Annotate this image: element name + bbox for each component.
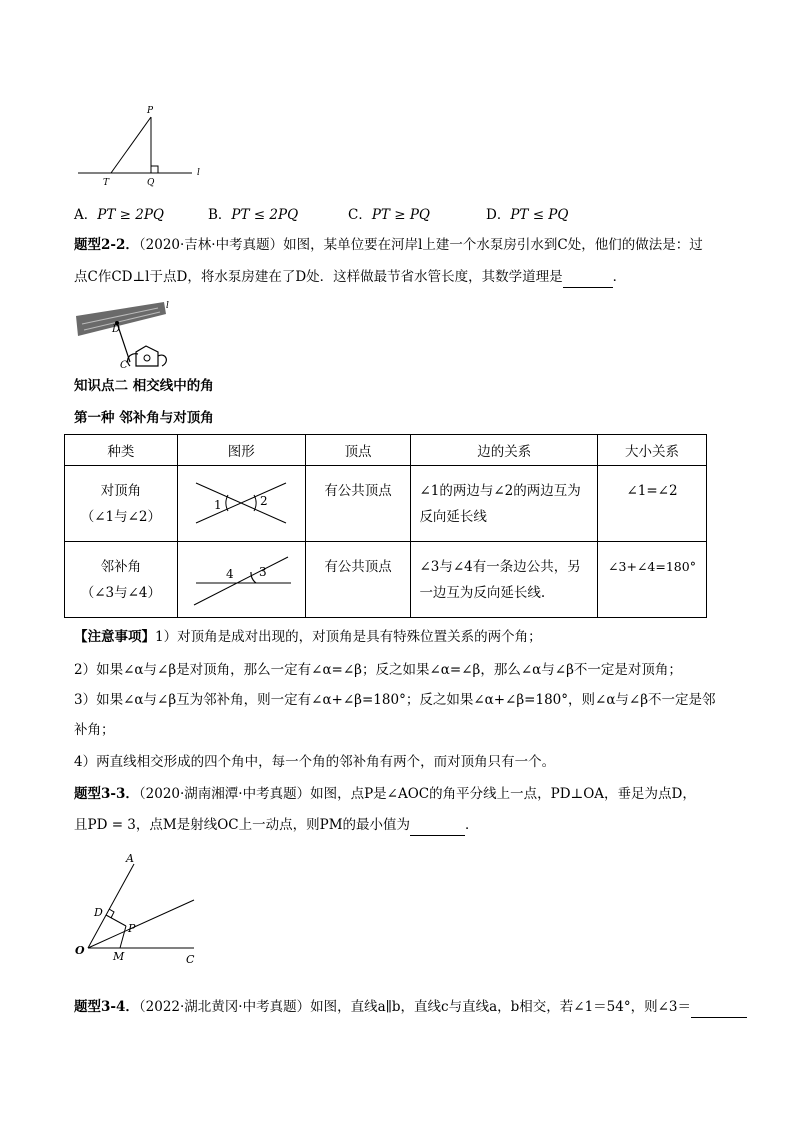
- bisector-op: [88, 900, 194, 948]
- table-header-row: [65, 435, 707, 466]
- cell-edges: ∠3与∠4有一条边公共，另一边互为反向延长线.: [411, 542, 598, 618]
- label-p3: P: [128, 922, 136, 935]
- label-q: Q: [147, 178, 155, 188]
- section2-subtitle: 第一种 邻补角与对顶角: [74, 410, 214, 426]
- header-vertex: 顶点: [305, 435, 411, 466]
- note-3a: 3）如果∠α与∠β互为邻补角，则一定有∠α+∠β=180°；反之如果∠α+∠β=180°，则∠α与∠β不一定是邻: [74, 692, 716, 708]
- q22-answer-blank[interactable]: [563, 273, 613, 288]
- label-l2: l: [166, 301, 169, 311]
- label-p: P: [147, 106, 154, 116]
- right-angle-mark: [151, 166, 158, 173]
- cell-kind: 对顶角 （∠1与∠2）: [65, 466, 178, 542]
- angle-label-3: 3: [259, 565, 267, 579]
- header-figure: 图形: [177, 435, 305, 466]
- answer-options: [74, 203, 724, 225]
- label-l: l: [197, 168, 200, 178]
- angle-label-4: 4: [226, 567, 234, 581]
- angle-types-table: [64, 434, 707, 618]
- q34-answer-blank[interactable]: [691, 1003, 747, 1018]
- label-c: C: [120, 360, 128, 371]
- figure-adjacent-angles: [186, 547, 296, 613]
- table-row: [65, 466, 707, 542]
- note-3b: 补角；: [74, 722, 115, 738]
- figure-river-pump: [74, 296, 174, 374]
- figure-triangle-ptq: [74, 100, 214, 192]
- cell-size: ∠1=∠2: [598, 466, 707, 542]
- cell-edges: ∠1的两边与∠2的两边互为反向延长线: [411, 466, 598, 542]
- q22-line2: 点C作CD⊥l于点D，将水泵房建在了D处．这样做最节省水管长度，其数学道理是 ．: [74, 266, 724, 288]
- cell-size: ∠3+∠4=180°: [598, 542, 707, 618]
- cell-vertex: 有公共顶点: [305, 542, 411, 618]
- label-d3: D: [94, 906, 103, 919]
- segment-pt: [111, 117, 151, 173]
- riverbank-band: [76, 302, 166, 336]
- q33-line2: 且PD = 3，点M是射线OC上一动点，则PM的最小值为 ．: [74, 814, 724, 836]
- label-a: A: [126, 852, 134, 865]
- q33-line1: 题型3-3．（2020·湖南湘潭·中考真题）如图，点P是∠AOC的角平分线上一点，PD⊥OA，垂足为点D，: [74, 786, 696, 802]
- note-1: 【注意事项】1）对顶角是成对出现的，对顶角是具有特殊位置关系的两个角；: [74, 629, 542, 645]
- q22-line1: 题型2-2．（2020·吉林·中考真题）如图，某单位要在河岸l上建一个水泵房引水到C处，他们的做法是：过: [74, 237, 703, 253]
- label-m: M: [113, 950, 125, 963]
- segment-pm: [120, 926, 126, 948]
- label-t: T: [103, 178, 110, 188]
- label-d: D: [112, 324, 121, 335]
- q34-line1: 题型3-4．（2022·湖北黄冈·中考真题）如图，直线a∥b，直线c与直线a，b相交，若∠1＝54°，则∠3＝: [74, 996, 794, 1018]
- section2-title: 知识点二 相交线中的角: [74, 378, 214, 394]
- option-c[interactable]: C．PT ≥ PQ: [348, 207, 430, 223]
- q33-answer-blank[interactable]: [410, 821, 465, 836]
- cell-figure: [177, 542, 305, 618]
- option-b[interactable]: B．PT ≤ 2PQ: [208, 207, 299, 223]
- cell-kind: 邻补角 （∠3与∠4）: [65, 542, 178, 618]
- angle-label-2: 2: [260, 494, 268, 508]
- note-2: 2）如果∠α与∠β是对顶角，那么一定有∠α=∠β；反之如果∠α=∠β，那么∠α与∠β不一定是对顶角；: [74, 662, 682, 678]
- cell-figure: [177, 466, 305, 542]
- label-c3: C: [186, 953, 195, 966]
- table-row: [65, 542, 707, 618]
- header-edges: 边的关系: [411, 435, 598, 466]
- angle-label-1: 1: [214, 498, 222, 512]
- label-o: O: [75, 944, 85, 957]
- figure-angle-bisector: [70, 846, 210, 970]
- segment-pd: [106, 915, 126, 926]
- option-a[interactable]: A．PT ≥ 2PQ: [74, 207, 164, 223]
- header-kind: 种类: [65, 435, 178, 466]
- note-4: 4）两直线相交形成的四个角中，每一个角的邻补角有两个，而对顶角只有一个。: [74, 754, 556, 770]
- building-c-icon: [136, 346, 158, 366]
- header-size: 大小关系: [598, 435, 707, 466]
- figure-vertical-angles: [186, 471, 296, 537]
- cell-vertex: 有公共顶点: [305, 466, 411, 542]
- option-d[interactable]: D．PT ≤ PQ: [486, 207, 569, 223]
